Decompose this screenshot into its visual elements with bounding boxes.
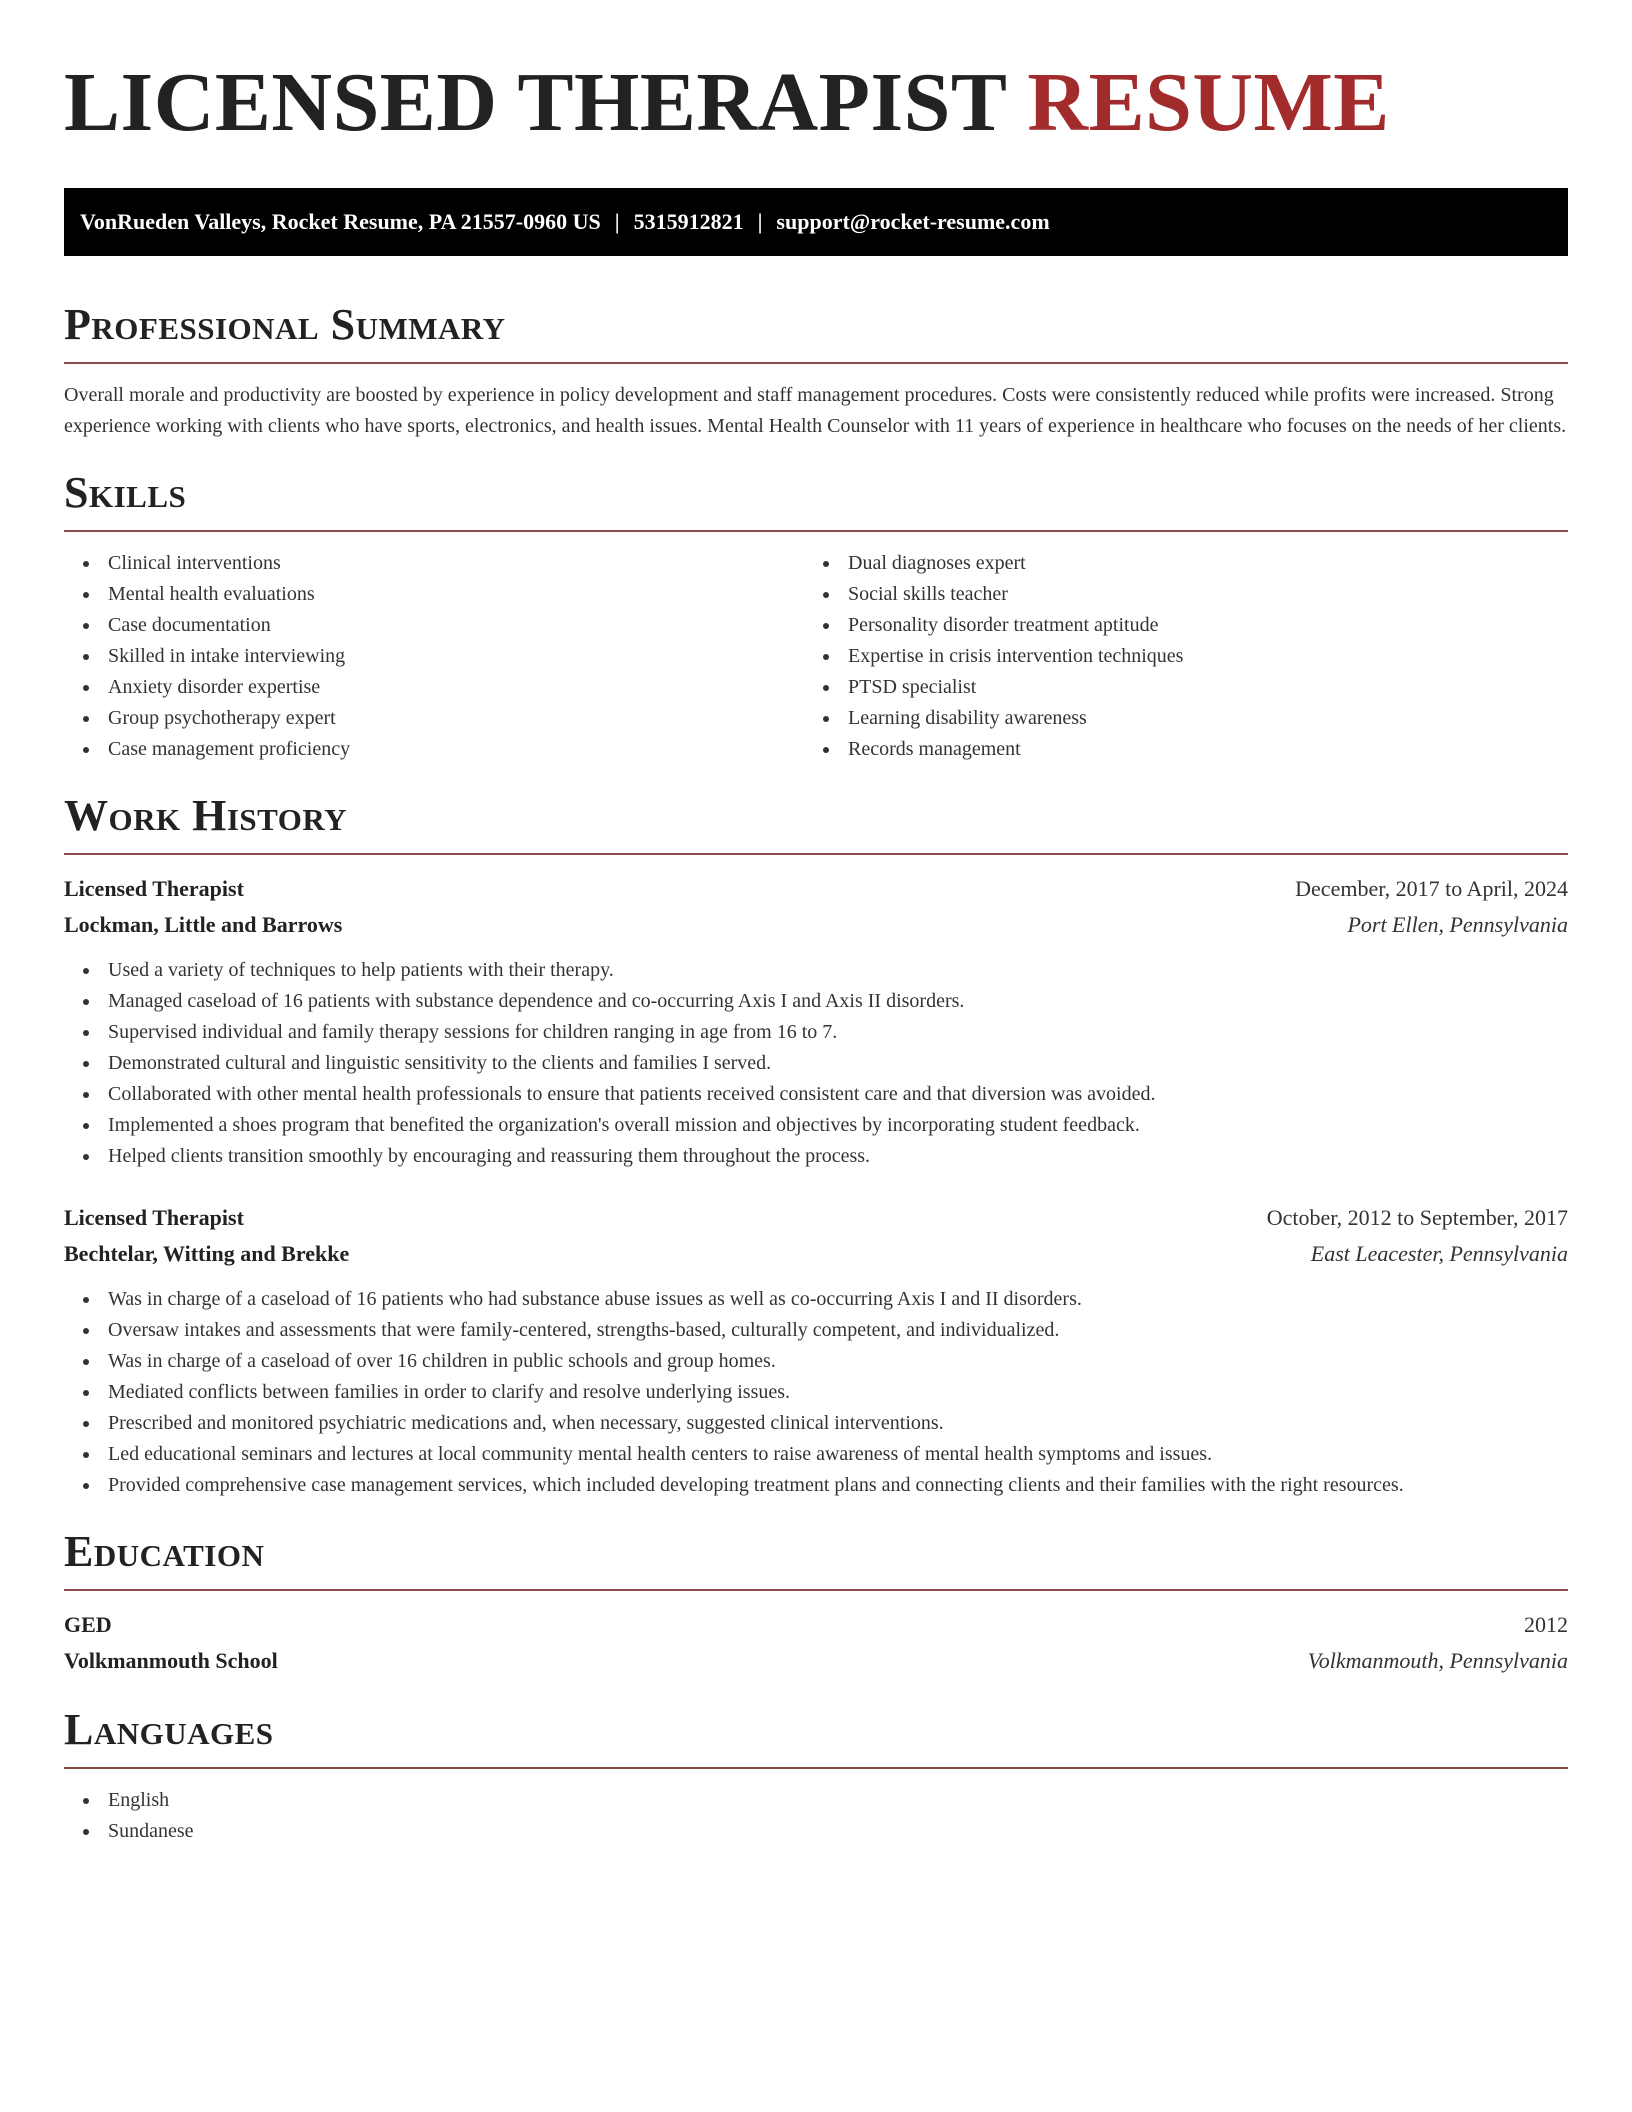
contact-separator: | [757,209,763,234]
skill-item: Case documentation [64,610,804,641]
contact-bar [64,188,1568,256]
skill-item: PTSD specialist [804,672,1544,703]
skill-item: Expertise in crisis intervention techniques [804,641,1544,672]
skills-columns [64,548,1568,765]
job-company: Lockman, Little and Barrows [64,912,343,937]
job-duty: Led educational seminars and lectures at local community mental health centers to raise awareness of mental health symptoms and issues. [64,1439,1568,1470]
job-company-row [64,907,1568,943]
contact-separator: | [614,209,620,234]
job-duty: Was in charge of a caseload of over 16 children in public schools and group homes. [64,1346,1568,1377]
skill-item: Skilled in intake interviewing [64,641,804,672]
section-divider [64,1767,1568,1769]
summary-text: Overall morale and productivity are boosted by experience in policy development and staff management procedures. Costs were consistently reduced while profits were increased. Strong experience working with clients who have sports, electronics, and health issues. Mental Health Counselor with 11 years of experience in healthcare who focuses on the needs of her clients. [64,384,1567,437]
title-accent: RESUME [1027,56,1390,149]
skill-item: Group psychotherapy expert [64,703,804,734]
job-duty: Used a variety of techniques to help patients with their therapy. [64,955,1568,986]
languages-heading: Languages [64,1705,274,1754]
skill-item: Case management proficiency [64,734,804,765]
skill-item: Learning disability awareness [804,703,1544,734]
summary-heading: Professional Summary [64,300,506,349]
summary-section [64,300,1568,442]
job-company-row [64,1236,1568,1272]
skill-item: Dual diagnoses expert [804,548,1544,579]
job-duties-list [64,1284,1568,1501]
job-duty: Collaborated with other mental health professionals to ensure that patients received consistent care and that diversion was avoided. [64,1079,1568,1110]
skill-item: Personality disorder treatment aptitude [804,610,1544,641]
job-duty: Prescribed and monitored psychiatric medications and, when necessary, suggested clinical interventions. [64,1408,1568,1439]
contact-address: VonRueden Valleys, Rocket Resume, PA 21557-0960 US [80,209,601,234]
skills-list-left [64,548,804,765]
language-item: English [64,1785,1568,1816]
education-heading: Education [64,1527,265,1576]
education-section [64,1527,1568,1679]
education-location: Volkmanmouth, Pennsylvania [1307,1648,1568,1673]
resume-title [64,58,1568,148]
job-duty: Helped clients transition smoothly by encouraging and reassuring them throughout the process. [64,1141,1568,1172]
job-duty: Provided comprehensive case management services, which included developing treatment plans and connecting clients and their families with the right resources. [64,1470,1568,1501]
languages-section [64,1705,1568,1847]
job-duty: Oversaw intakes and assessments that were family-centered, strengths-based, culturally competent, and individualized. [64,1315,1568,1346]
work-history-heading: Work History [64,791,348,840]
section-divider [64,1589,1568,1591]
skill-item: Mental health evaluations [64,579,804,610]
job-entry [64,871,1568,1172]
skill-item: Anxiety disorder expertise [64,672,804,703]
section-divider [64,530,1568,532]
job-duty: Managed caseload of 16 patients with substance dependence and co-occurring Axis I and Axis II disorders. [64,986,1568,1017]
education-school-row [64,1643,1568,1679]
job-duties-list [64,955,1568,1172]
skills-section [64,468,1568,765]
job-header-row [64,1200,1568,1236]
skills-list-right [804,548,1544,765]
skill-item: Records management [804,734,1544,765]
job-entry [64,1200,1568,1501]
contact-email[interactable]: support@rocket-resume.com [776,209,1050,234]
skills-heading: Skills [64,468,187,517]
job-duty: Implemented a shoes program that benefited the organization's overall mission and objectives by incorporating student feedback. [64,1110,1568,1141]
job-duty: Was in charge of a caseload of 16 patients who had substance abuse issues as well as co-occurring Axis I and II disorders. [64,1284,1568,1315]
education-header-row [64,1607,1568,1643]
job-title: Licensed Therapist [64,1205,244,1230]
education-degree: GED [64,1612,112,1637]
skill-item: Social skills teacher [804,579,1544,610]
job-location: East Leacester, Pennsylvania [1310,1241,1568,1266]
section-divider [64,362,1568,364]
job-company: Bechtelar, Witting and Brekke [64,1241,350,1266]
education-school: Volkmanmouth School [64,1648,278,1673]
education-entry [64,1607,1568,1679]
contact-phone[interactable]: 5315912821 [633,209,744,234]
job-dates: December, 2017 to April, 2024 [1295,876,1568,901]
title-main: LICENSED THERAPIST [64,56,1006,149]
section-divider [64,853,1568,855]
job-duty: Mediated conflicts between families in order to clarify and resolve underlying issues. [64,1377,1568,1408]
job-dates: October, 2012 to September, 2017 [1266,1205,1568,1230]
skill-item: Clinical interventions [64,548,804,579]
job-location: Port Ellen, Pennsylvania [1347,912,1568,937]
education-year: 2012 [1524,1612,1568,1637]
job-duty: Demonstrated cultural and linguistic sensitivity to the clients and families I served. [64,1048,1568,1079]
job-header-row [64,871,1568,907]
work-history-section [64,791,1568,1501]
languages-list [64,1785,1568,1847]
job-duty: Supervised individual and family therapy sessions for children ranging in age from 16 to 7. [64,1017,1568,1048]
language-item: Sundanese [64,1816,1568,1847]
job-title: Licensed Therapist [64,876,244,901]
